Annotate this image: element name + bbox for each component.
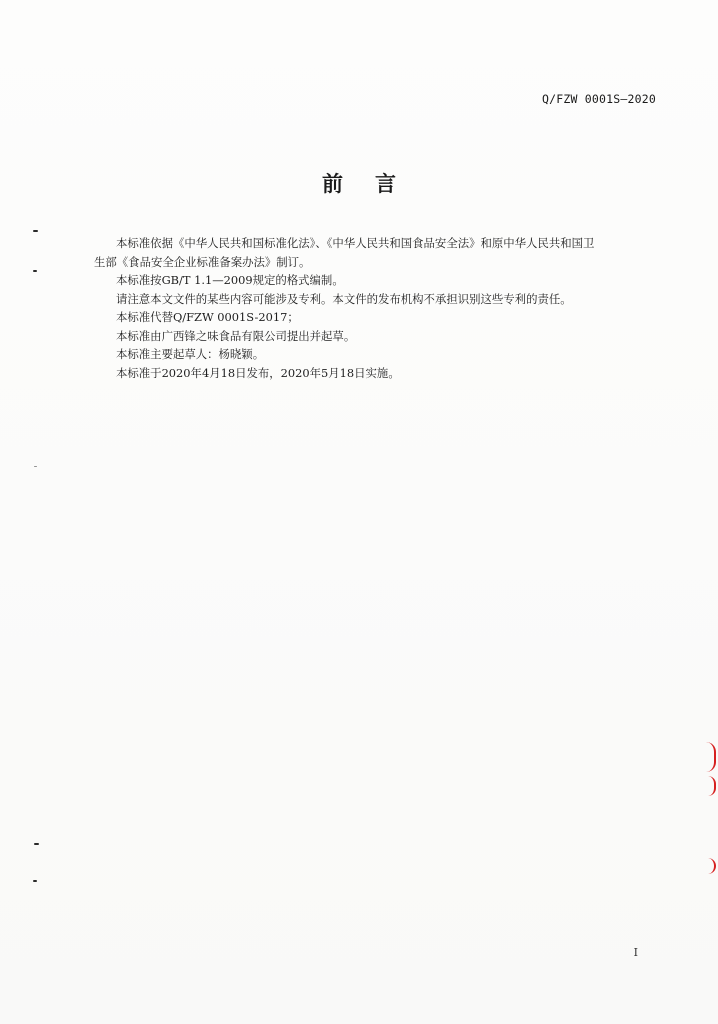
paragraph-drafter: 本标准主要起草人：杨晓颖。	[116, 347, 265, 361]
scan-mark	[33, 880, 37, 882]
page-number: I	[633, 946, 638, 959]
scan-mark	[34, 466, 37, 467]
paragraph-dates: 本标准于2020年4月18日发布，2020年5月18日实施。	[116, 365, 400, 380]
paragraph-format: 本标准按GB/T 1.1—2009规定的格式编制。	[116, 273, 344, 287]
scan-mark	[34, 843, 39, 845]
scan-red-mark	[708, 858, 716, 874]
paragraph-line: 生部《食品安全企业标准备案办法》制订。	[94, 254, 311, 269]
paragraph-line: 本标准依据《中华人民共和国标准化法》、《中华人民共和国食品安全法》和原中华人民共和国卫	[116, 236, 595, 250]
page-title: 前言	[322, 172, 428, 196]
paragraph-legal-basis-continued	[94, 253, 668, 272]
foreword-body	[94, 234, 668, 382]
paragraph-replaces: 本标准代替Q/FZW 0001S-2017；	[116, 310, 299, 324]
paragraph-legal-basis	[94, 234, 668, 253]
scan-mark	[33, 270, 37, 272]
scan-mark	[33, 230, 38, 232]
scan-red-mark	[708, 776, 716, 796]
paragraph-proposer: 本标准由广西锋之味食品有限公司提出并起草。	[116, 328, 356, 343]
document-code: Q/FZW 0001S—2020	[542, 92, 656, 106]
paragraph-patent-notice: 请注意本文文件的某些内容可能涉及专利。本文件的发布机构不承担识别这些专利的责任。	[116, 291, 572, 306]
scan-red-mark	[706, 742, 716, 772]
